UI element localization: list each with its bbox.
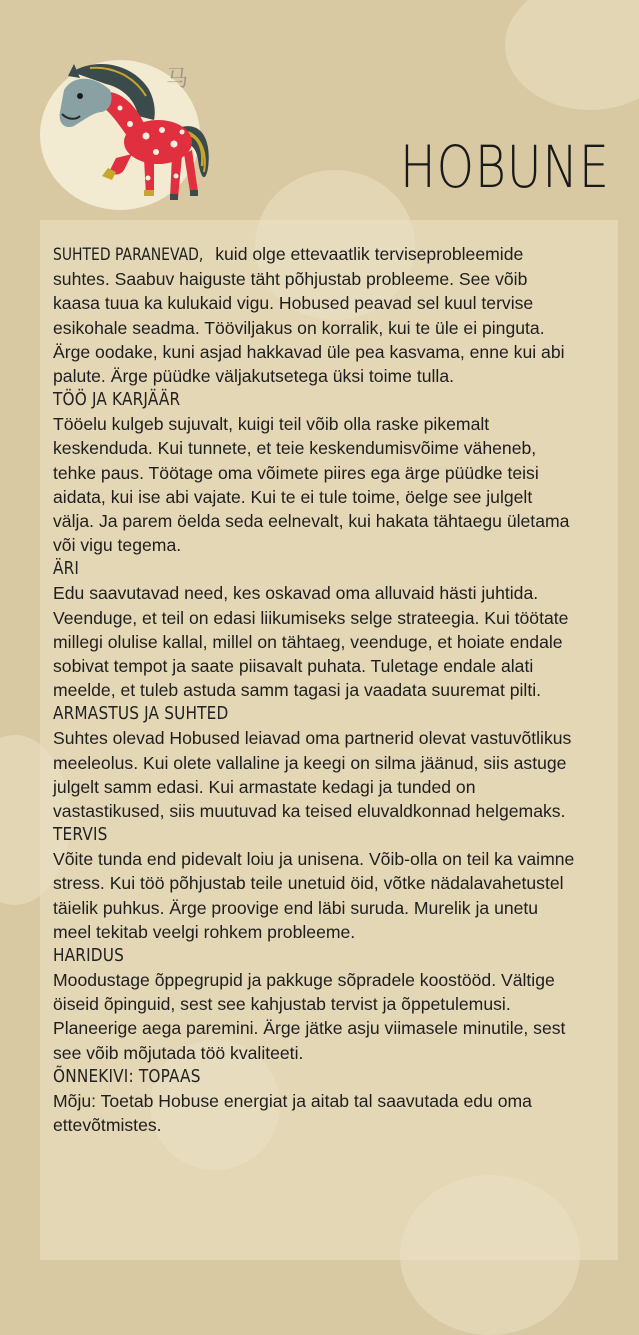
section-heading-business: ÄRI	[53, 558, 80, 580]
section-text-education: Moodustage õppegrupid ja pakkuge sõpradele koostööd. Vältige öiseid õpinguid, sest see kahjustab tervist ja õppetulemusi. Planeerige aega paremini. Ärge jätke asju viimasele minutile, sest see võib mõjutada töö kvaliteeti.	[53, 970, 566, 1063]
section-text-career: Tööelu kulgeb sujuvalt, kuigi teil võib olla raske pikemalt keskenduda. Kui tunnete, et teie keskendumisvõime väheneb, tehke paus. Töötage oma võimete piires ega ärge püüdke teisi aidata, kui ise abi vajate. Kui te ei tule toime, öelge see julgelt välja. Ja parem öelda seda eelnevalt, kui hakata tähtaegu ületama või vigu tegema.	[53, 414, 570, 556]
section-text-love: Suhtes olevad Hobused leiavad oma partnerid olevat vastuvõtlikus meeleolus. Kui olete vallaline ja keegi on silma jäänud, siis astuge julgelt samm edasi. Kui armastate kedagi ja tunded on vastastikused, siis muutuvad ka teised eluvaldkonnad helgemaks.	[53, 728, 572, 822]
intro-paragraph	[53, 242, 575, 388]
horse-illustration	[50, 50, 220, 210]
section-heading-luckystone: ÕNNEKIVI: TOPAAS	[53, 1065, 201, 1087]
section-heading-education: HARIDUS	[53, 945, 125, 967]
article-body	[53, 242, 575, 1137]
zodiac-glyph: 马	[166, 67, 189, 92]
section-text-luckystone: Mõju: Toetab Hobuse energiat ja aitab tal saavutada edu oma ettevõtmistes.	[53, 1090, 532, 1136]
intro-lead: SUHTED PARANEVAD,	[53, 245, 204, 265]
background-circle	[505, 0, 639, 110]
intro-text: kuid olge ettevaatlik terviseprobleemide suhtes. Saabuv haiguste täht põhjustab probleeme. See võib kaasa tuua ka kulukaid vigu. Hobused peavad sel kuul tervise esikohale seadma. Tööviljakus on korralik, kui te üle ei pinguta. Ärge oodake, kuni asjad hakkavad üle pea kasvama, enne kui abi palute. Ärge püüdke väljakutsetega üksi toime tulla.	[53, 244, 565, 387]
section-heading-career: TÖÖ JA KARJÄÄR	[53, 389, 181, 411]
section-heading-love: ARMASTUS JA SUHTED	[53, 703, 229, 725]
section-text-health: Võite tunda end pidevalt loiu ja unisena. Võib-olla on teil ka vaimne stress. Kui töö põhjustab teile unetuid öid, võtke nädalavahetustel täielik puhkus. Ärge proovige end läbi suruda. Murelik ja unetu meel tekitab veelgi rohkem probleeme.	[53, 849, 575, 942]
section-text-business: Edu saavutavad need, kes oskavad oma alluvaid hästi juhtida. Veenduge, et teil on edasi liikumiseks selge strateegia. Kui töötate millegi olulise kallal, millel on tähtaeg, veenduge, et hoiate endale sobivat tempot ja saate piisavalt puhata. Tuletage endale alati meelde, et tuleb astuda samm tagasi ja vaadata suuremat pilti.	[53, 583, 569, 701]
page-title: HOBUNE	[400, 133, 610, 201]
section-heading-health: TERVIS	[53, 824, 108, 846]
